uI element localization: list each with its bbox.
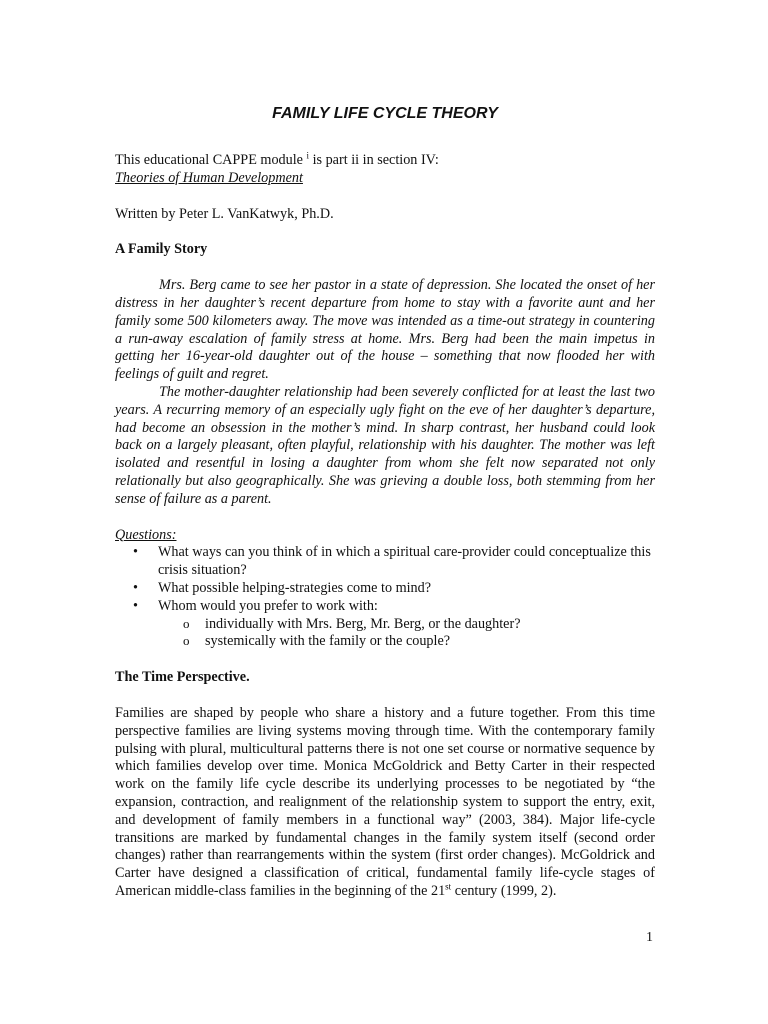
time-perspective-heading: The Time Perspective. (115, 669, 250, 686)
page-number: 1 (646, 930, 653, 945)
time-perspective-text: Families are shaped by people who share a history and a future together. From this time perspective families are living systems moving through time. With the contemporary family pulsing with plural, multicultural patterns there is not one set course or normative sequence by which families develop over time. Monica McGoldrick and Betty Carter in their respected work on the family life cycle describe its underlying processes to be negotiated by “the expansion, contraction, and realignment of the relationship system to support the entry, exit, and development of family members in a functional way” (2003, 384). Major life-cycle transitions are marked by fundamental changes in the family system itself (second order changes) rather than rearrangements within the system (first order changes). McGoldrick and Carter have designed a classification of critical, fundamental family life-cycle stages of American middle-class families in the beginning of the 21 (115, 704, 655, 899)
family-story-heading: A Family Story (115, 241, 208, 258)
author-line: Written by Peter L. VanKatwyk, Ph.D. (115, 205, 334, 222)
question-item: • What possible helping-strategies come to mind? (133, 580, 655, 598)
question-sub-item: o systemically with the family or the couple? (183, 633, 655, 651)
time-perspective-paragraph (115, 705, 655, 901)
question-sub-item: o individually with Mrs. Berg, Mr. Berg, or the daughter? (183, 616, 655, 634)
page-content (115, 104, 655, 901)
endnote-marker[interactable]: i (306, 150, 310, 161)
intro-line (115, 152, 655, 170)
story-paragraph: Mrs. Berg came to see her pastor in a state of depression. She located the onset of her distress in her daughter’s recent departure from home to stay with a favorite aunt and her family some 500 kilometers away. The move was intended as a time-out strategy in countering a run-away escalation of family stress at home. Mrs. Berg had been the main impetus in getting her 16-year-old daughter out of the house – something that now flooded her with feelings of guilt and regret. (115, 277, 655, 383)
question-item (133, 598, 655, 651)
question-sub-list (158, 616, 655, 652)
ordinal-suffix: st (445, 881, 452, 892)
question-item: • What ways can you think of in which a spiritual care-provider could conceptualize this crisis situation? (133, 544, 655, 580)
story-paragraph: The mother-daughter relationship had been severely conflicted for at least the last two years. A recurring memory of an especially ugly fight on the eve of her daughter’s departure, had become an obsession in the mother’s mind. In sharp contrast, her husband could look back on a largely pleasant, often playful, relationship with his daughter. The mother was left isolated and resentful in losing a daughter from whom she felt now separated not only relationally but also geographically. She was grieving a double loss, both stemming from her sense of failure as a parent. (115, 383, 655, 507)
document-title: FAMILY LIFE CYCLE THEORY (272, 105, 498, 122)
questions-label: Questions: (115, 526, 177, 543)
intro-text-continued: is part ii in section IV: (309, 152, 439, 168)
time-perspective-text-end: century (1999, 2). (451, 882, 557, 899)
question-item-text: Whom would you prefer to work with: (158, 597, 378, 614)
questions-list (115, 544, 655, 651)
intro-text: This educational CAPPE module (115, 152, 307, 168)
section-subtitle: Theories of Human Development (115, 169, 303, 186)
